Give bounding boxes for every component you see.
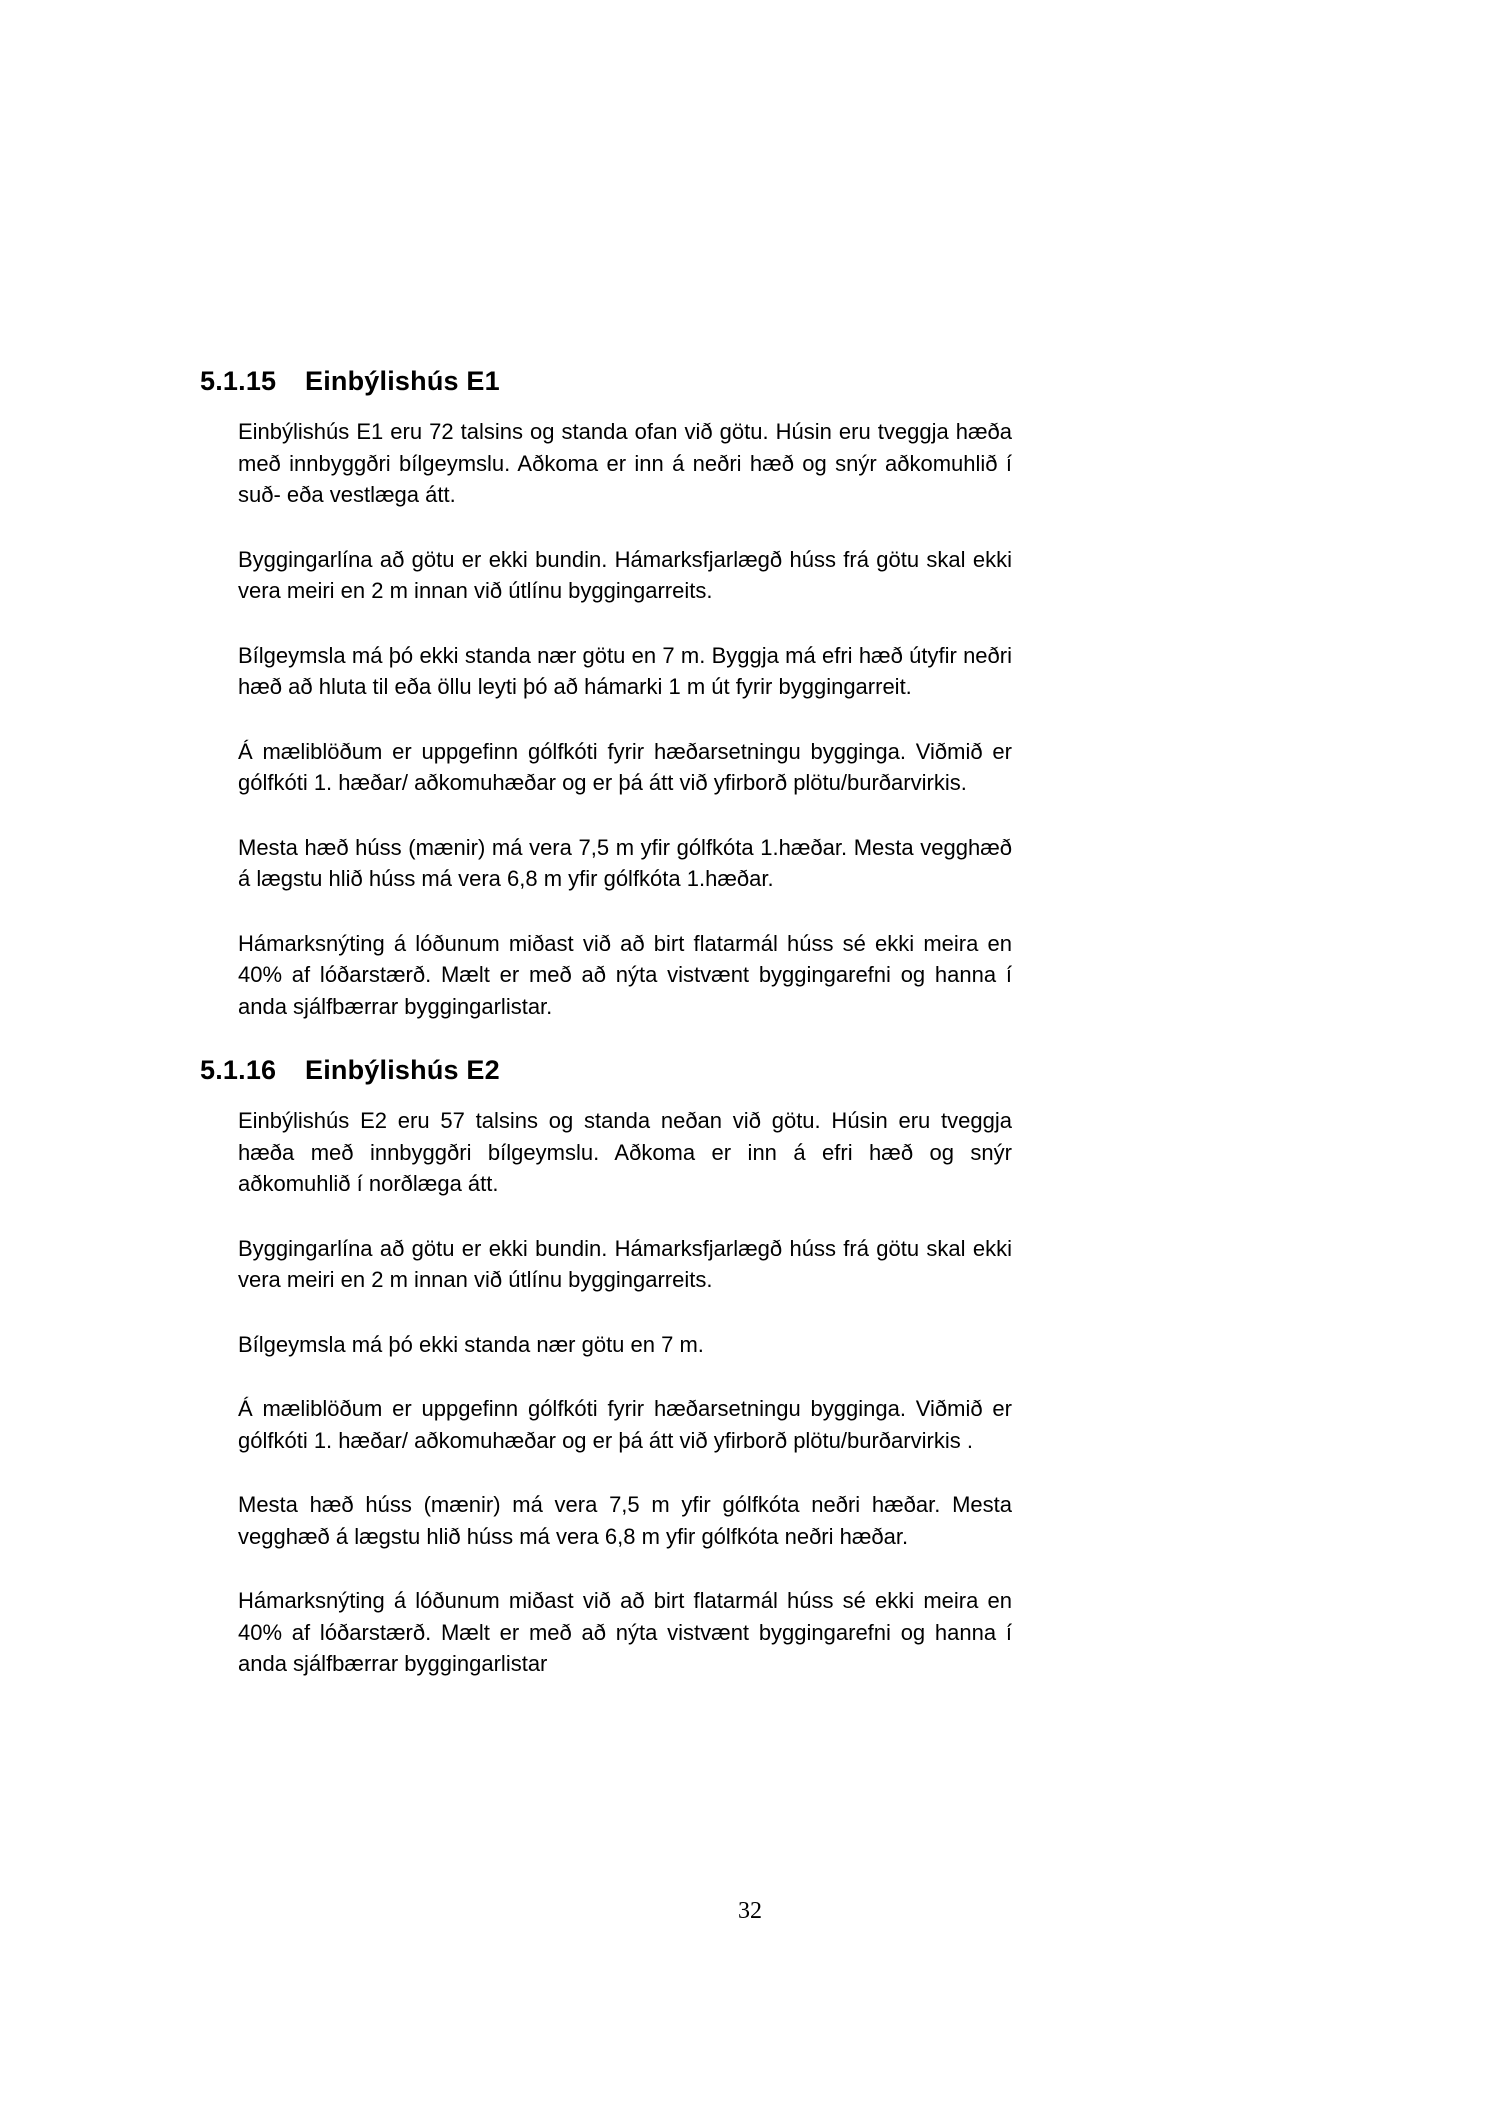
paragraph: Mesta hæð húss (mænir) má vera 7,5 m yfir gólfkóta neðri hæðar. Mesta vegghæð á lægstu hlið húss má vera 6,8 m yfir gólfkóta neðri hæðar. [238,1492,1012,1549]
section-title: Einbýlishús E2 [305,1055,500,1085]
paragraph: Hámarksnýting á lóðunum miðast við að birt flatarmál húss sé ekki meira en 40% af lóðarstærð. Mælt er með að nýta vistvænt byggingarefni og hanna í anda sjálfbærrar byggingarlistar [238,1588,1012,1676]
paragraph: Hámarksnýting á lóðunum miðast við að birt flatarmál húss sé ekki meira en 40% af lóðarstærð. Mælt er með að nýta vistvænt byggingarefni og hanna í anda sjálfbærrar byggingarlistar. [238,930,1012,1019]
paragraph: Á mæliblöðum er uppgefinn gólfkóti fyrir hæðarsetningu bygginga. Viðmið er gólfkóti 1. hæðar/ aðkomuhæðar og er þá átt við yfirborð plötu/burðarvirkis . [238,1396,1012,1453]
page-content [200,366,1012,1713]
section-einbylishus-e2 [200,1055,1012,1680]
paragraph: Byggingarlína að götu er ekki bundin. Hámarksfjarlægð húss frá götu skal ekki vera meiri en 2 m innan við útlínu byggingarreits. [238,1235,1012,1292]
section-number: 5.1.16 [200,1055,277,1085]
section-title: Einbýlishús E1 [305,366,500,396]
section-einbylishus-e1 [200,366,1012,1022]
paragraph: Einbýlishús E2 eru 57 talsins og standa neðan við götu. Húsin eru tveggja hæða með innbyggðri bílgeymslu. Aðkoma er inn á efri hæð og snýr aðkomuhlið í norðlæga átt. [238,1108,1012,1196]
paragraph: Bílgeymsla má þó ekki standa nær götu en 7 m. Byggja má efri hæð útyfir neðri hæð að hluta til eða öllu leyti þó að hámarki 1 m út fyrir byggingarreit. [238,642,1012,699]
section-number: 5.1.15 [200,366,277,396]
paragraph: Einbýlishús E1 eru 72 talsins og standa ofan við götu. Húsin eru tveggja hæða með innbyggðri bílgeymslu. Aðkoma er inn á neðri hæð og snýr aðkomuhlið í suð- eða vestlæga átt. [238,419,1012,507]
page-number: 32 [738,1898,762,1924]
paragraph: Mesta hæð húss (mænir) má vera 7,5 m yfir gólfkóta 1.hæðar. Mesta vegghæð á lægstu hlið húss má vera 6,8 m yfir gólfkóta 1.hæðar. [238,834,1012,891]
paragraph: Byggingarlína að götu er ekki bundin. Hámarksfjarlægð húss frá götu skal ekki vera meiri en 2 m innan við útlínu byggingarreits. [238,546,1012,603]
section-heading [200,1055,1012,1085]
paragraph: Á mæliblöðum er uppgefinn gólfkóti fyrir hæðarsetningu bygginga. Viðmið er gólfkóti 1. hæðar/ aðkomuhæðar og er þá átt við yfirborð plötu/burðarvirkis. [238,738,1012,795]
paragraph: Bílgeymsla má þó ekki standa nær götu en 7 m. [238,1331,704,1357]
section-heading [200,366,1012,396]
